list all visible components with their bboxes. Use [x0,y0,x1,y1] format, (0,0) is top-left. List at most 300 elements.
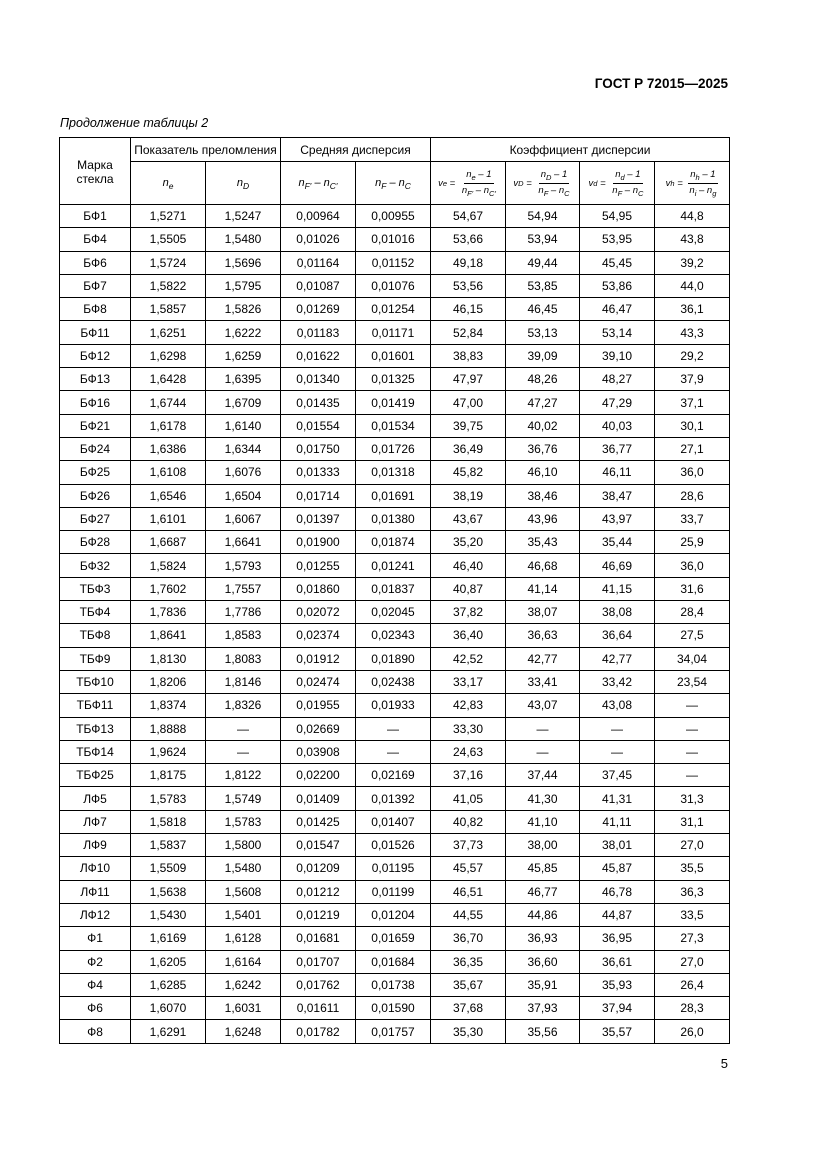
cell-n-d: 1,7786 [206,601,281,624]
cell-nf-nc: 0,01757 [356,1020,431,1043]
cell-nf-prime-nc-prime: 0,01212 [281,880,356,903]
cell-n-d: 1,6076 [206,461,281,484]
cell-glass-mark: ЛФ9 [60,834,131,857]
cell-nf-nc: 0,01726 [356,437,431,460]
cell-nf-nc: 0,01890 [356,647,431,670]
cell-v-e: 45,57 [431,857,506,880]
header-formula-v-d-upper: v D = $\frac{n_D - 1}{n_F - n_C}$ [506,162,580,205]
cell-v-e: 36,49 [431,437,506,460]
cell-n-e: 1,6291 [131,1020,206,1043]
cell-nf-nc: 0,01204 [356,903,431,926]
cell-nf-nc: 0,01392 [356,787,431,810]
cell-v-e: 36,70 [431,927,506,950]
cell-nf-prime-nc-prime: 0,01219 [281,903,356,926]
cell-glass-mark: БФ21 [60,414,131,437]
cell-v-e: 35,30 [431,1020,506,1043]
cell-v-h: 43,3 [655,321,730,344]
table-row [60,461,730,484]
cell-nf-nc: 0,01199 [356,880,431,903]
cell-nf-nc: 0,01195 [356,857,431,880]
cell-nf-nc: 0,01684 [356,950,431,973]
cell-v-e: 37,16 [431,764,506,787]
cell-v-h: 36,1 [655,298,730,321]
table-row [60,298,730,321]
cell-nf-prime-nc-prime: 0,02072 [281,601,356,624]
cell-nf-nc: 0,02438 [356,670,431,693]
cell-nf-prime-nc-prime: 0,01714 [281,484,356,507]
table-row [60,414,730,437]
cell-v-d-upper: 37,44 [506,764,580,787]
glass-properties-table [59,137,730,1044]
cell-nf-nc: 0,01526 [356,834,431,857]
table-row [60,531,730,554]
cell-glass-mark: ТБФ9 [60,647,131,670]
cell-v-d-upper: 40,02 [506,414,580,437]
cell-glass-mark: БФ26 [60,484,131,507]
cell-nf-nc: 0,01933 [356,694,431,717]
cell-glass-mark: БФ11 [60,321,131,344]
table-row [60,228,730,251]
cell-v-e: 37,73 [431,834,506,857]
cell-glass-mark: БФ25 [60,461,131,484]
cell-n-d: 1,5480 [206,857,281,880]
cell-n-e: 1,6386 [131,437,206,460]
cell-v-e: 35,67 [431,973,506,996]
cell-v-d-upper: 44,86 [506,903,580,926]
cell-n-e: 1,7836 [131,601,206,624]
cell-glass-mark: БФ4 [60,228,131,251]
cell-glass-mark: ТБФ8 [60,624,131,647]
cell-v-e: 53,66 [431,228,506,251]
cell-v-h: 27,0 [655,834,730,857]
cell-glass-mark: БФ27 [60,507,131,530]
cell-n-e: 1,6428 [131,368,206,391]
cell-n-e: 1,6298 [131,344,206,367]
cell-v-d-upper: 43,07 [506,694,580,717]
cell-glass-mark: Ф2 [60,950,131,973]
cell-nf-prime-nc-prime: 0,01026 [281,228,356,251]
cell-v-h: 37,1 [655,391,730,414]
cell-v-d-upper: 46,77 [506,880,580,903]
cell-v-h: 36,0 [655,554,730,577]
table-row [60,484,730,507]
cell-n-d: 1,5826 [206,298,281,321]
cell-n-d: 1,6504 [206,484,281,507]
cell-n-e: 1,8374 [131,694,206,717]
cell-v-e: 33,17 [431,670,506,693]
cell-v-d-upper: 36,60 [506,950,580,973]
cell-v-d-lower: 43,08 [580,694,655,717]
header-formula-v-h: v h = $\frac{n_h - 1}{n_i - n_g}$ [655,162,730,205]
cell-v-d-upper: 38,46 [506,484,580,507]
cell-glass-mark: Ф4 [60,973,131,996]
cell-n-e: 1,5822 [131,274,206,297]
cell-n-e: 1,6108 [131,461,206,484]
cell-nf-nc: 0,00955 [356,205,431,228]
header-dispersion-coefficient: Коэффициент дисперсии [431,138,730,162]
cell-nf-prime-nc-prime: 0,01750 [281,437,356,460]
cell-n-d: 1,6164 [206,950,281,973]
cell-v-d-upper: 48,26 [506,368,580,391]
table-row [60,717,730,740]
cell-v-d-lower: 39,10 [580,344,655,367]
cell-n-d: 1,8583 [206,624,281,647]
cell-n-e: 1,8206 [131,670,206,693]
cell-nf-prime-nc-prime: 0,01762 [281,973,356,996]
cell-nf-prime-nc-prime: 0,03908 [281,740,356,763]
cell-v-e: 52,84 [431,321,506,344]
cell-v-d-lower: 36,64 [580,624,655,647]
cell-n-e: 1,5824 [131,554,206,577]
cell-n-e: 1,5837 [131,834,206,857]
table-row [60,997,730,1020]
cell-v-d-lower: 53,95 [580,228,655,251]
table-row [60,344,730,367]
cell-v-d-upper: 41,14 [506,577,580,600]
cell-nf-prime-nc-prime: 0,01209 [281,857,356,880]
cell-n-d: 1,5749 [206,787,281,810]
cell-nf-nc: 0,01590 [356,997,431,1020]
cell-v-d-lower: 47,29 [580,391,655,414]
cell-nf-prime-nc-prime: 0,01782 [281,1020,356,1043]
table-row [60,321,730,344]
cell-n-d: 1,6641 [206,531,281,554]
cell-v-d-upper: 38,07 [506,601,580,624]
cell-v-d-upper: 33,41 [506,670,580,693]
cell-v-d-upper: 35,91 [506,973,580,996]
cell-n-d: 1,7557 [206,577,281,600]
cell-nf-prime-nc-prime: 0,01397 [281,507,356,530]
cell-n-d: 1,5608 [206,880,281,903]
cell-v-d-upper: — [506,717,580,740]
cell-n-e: 1,8130 [131,647,206,670]
cell-nf-nc: 0,01601 [356,344,431,367]
cell-nf-nc: 0,01874 [356,531,431,554]
cell-nf-nc: 0,01016 [356,228,431,251]
cell-glass-mark: Ф1 [60,927,131,950]
cell-glass-mark: БФ1 [60,205,131,228]
cell-glass-mark: БФ28 [60,531,131,554]
cell-v-h: — [655,764,730,787]
cell-nf-prime-nc-prime: 0,01622 [281,344,356,367]
header-formula-v-e: v e = $\frac{n_e - 1}{n_{F'} - n_{C'}}$ [431,162,506,205]
cell-v-d-lower: — [580,740,655,763]
cell-v-d-lower: 46,47 [580,298,655,321]
cell-v-d-lower: 38,47 [580,484,655,507]
table-row [60,787,730,810]
cell-n-d: 1,6128 [206,927,281,950]
table-row [60,927,730,950]
table-row [60,577,730,600]
cell-glass-mark: БФ8 [60,298,131,321]
table-row [60,694,730,717]
cell-v-d-lower: 44,87 [580,903,655,926]
cell-nf-nc: 0,01380 [356,507,431,530]
cell-v-d-lower: 35,57 [580,1020,655,1043]
cell-v-e: 40,82 [431,810,506,833]
cell-v-d-lower: 37,94 [580,997,655,1020]
cell-glass-mark: БФ32 [60,554,131,577]
cell-v-h: 34,04 [655,647,730,670]
cell-v-e: 42,52 [431,647,506,670]
cell-glass-mark: БФ6 [60,251,131,274]
cell-nf-prime-nc-prime: 0,01425 [281,810,356,833]
cell-v-e: 46,15 [431,298,506,321]
cell-glass-mark: ЛФ12 [60,903,131,926]
header-n-d: $n_D$ [206,162,281,205]
cell-n-e: 1,9624 [131,740,206,763]
cell-nf-nc: — [356,717,431,740]
cell-nf-nc: 0,01152 [356,251,431,274]
cell-n-e: 1,5818 [131,810,206,833]
cell-n-d: 1,5401 [206,903,281,926]
cell-v-e: 35,20 [431,531,506,554]
cell-n-d: 1,6248 [206,1020,281,1043]
cell-v-h: 31,6 [655,577,730,600]
header-refraction-index: Показатель преломления [131,138,281,162]
cell-n-d: 1,6031 [206,997,281,1020]
cell-v-d-lower: 36,77 [580,437,655,460]
cell-v-d-lower: 36,95 [580,927,655,950]
cell-v-d-lower: 38,08 [580,601,655,624]
cell-v-d-upper: 47,27 [506,391,580,414]
cell-v-d-upper: — [506,740,580,763]
cell-n-d: 1,5800 [206,834,281,857]
cell-v-e: 47,00 [431,391,506,414]
cell-v-d-upper: 35,43 [506,531,580,554]
cell-n-e: 1,6178 [131,414,206,437]
cell-n-d: — [206,740,281,763]
cell-v-h: 30,1 [655,414,730,437]
cell-glass-mark: ТБФ4 [60,601,131,624]
cell-glass-mark: ЛФ7 [60,810,131,833]
cell-n-d: 1,5480 [206,228,281,251]
cell-n-d: 1,6067 [206,507,281,530]
cell-v-e: 36,40 [431,624,506,647]
cell-v-d-lower: 43,97 [580,507,655,530]
cell-n-e: 1,6687 [131,531,206,554]
cell-n-d: 1,5247 [206,205,281,228]
cell-nf-prime-nc-prime: 0,01860 [281,577,356,600]
cell-n-e: 1,8888 [131,717,206,740]
cell-glass-mark: Ф6 [60,997,131,1020]
cell-v-d-lower: 41,15 [580,577,655,600]
table-row [60,670,730,693]
cell-glass-mark: БФ16 [60,391,131,414]
document-standard-number: ГОСТ Р 72015—2025 [594,76,728,91]
cell-glass-mark: БФ13 [60,368,131,391]
cell-v-d-upper: 46,45 [506,298,580,321]
cell-v-d-upper: 38,00 [506,834,580,857]
table-row [60,274,730,297]
cell-glass-mark: ТБФ14 [60,740,131,763]
cell-v-d-lower: 46,69 [580,554,655,577]
cell-v-e: 46,40 [431,554,506,577]
cell-v-e: 49,18 [431,251,506,274]
cell-n-e: 1,6546 [131,484,206,507]
cell-v-d-lower: 46,11 [580,461,655,484]
cell-v-h: — [655,694,730,717]
cell-v-h: 27,0 [655,950,730,973]
table-body [60,205,730,1044]
cell-v-d-lower: 53,86 [580,274,655,297]
cell-v-h: — [655,740,730,763]
cell-v-d-upper: 36,63 [506,624,580,647]
cell-v-d-lower: 40,03 [580,414,655,437]
cell-glass-mark: БФ24 [60,437,131,460]
cell-v-d-lower: 54,95 [580,205,655,228]
cell-nf-nc: 0,02343 [356,624,431,647]
cell-nf-prime-nc-prime: 0,01087 [281,274,356,297]
cell-nf-nc: 0,01318 [356,461,431,484]
cell-n-e: 1,5638 [131,880,206,903]
cell-v-h: 28,4 [655,601,730,624]
cell-n-d: 1,6259 [206,344,281,367]
cell-glass-mark: ЛФ10 [60,857,131,880]
table-row [60,764,730,787]
cell-n-e: 1,6251 [131,321,206,344]
cell-nf-nc: 0,01691 [356,484,431,507]
cell-n-e: 1,7602 [131,577,206,600]
cell-nf-prime-nc-prime: 0,01333 [281,461,356,484]
cell-v-d-upper: 39,09 [506,344,580,367]
cell-v-d-lower: — [580,717,655,740]
cell-n-d: 1,6222 [206,321,281,344]
table-row [60,601,730,624]
cell-v-e: 24,63 [431,740,506,763]
cell-nf-prime-nc-prime: 0,01912 [281,647,356,670]
cell-glass-mark: ЛФ11 [60,880,131,903]
cell-v-e: 54,67 [431,205,506,228]
header-mean-dispersion: Средняя дисперсия [281,138,431,162]
cell-nf-prime-nc-prime: 0,01164 [281,251,356,274]
cell-v-e: 53,56 [431,274,506,297]
cell-v-e: 42,83 [431,694,506,717]
cell-nf-prime-nc-prime: 0,01435 [281,391,356,414]
cell-v-e: 45,82 [431,461,506,484]
cell-v-d-lower: 45,45 [580,251,655,274]
cell-v-d-upper: 41,30 [506,787,580,810]
cell-glass-mark: ТБФ10 [60,670,131,693]
table-row [60,1020,730,1043]
cell-nf-nc: 0,01325 [356,368,431,391]
cell-v-h: 33,5 [655,903,730,926]
table-row [60,251,730,274]
table-row [60,740,730,763]
cell-nf-prime-nc-prime: 0,01611 [281,997,356,1020]
cell-nf-prime-nc-prime: 0,01707 [281,950,356,973]
cell-v-h: 28,3 [655,997,730,1020]
header-nf-prime-minus-nc-prime: $n_{F'} - n_{C'}$ [281,162,356,205]
cell-v-h: 27,3 [655,927,730,950]
cell-v-e: 41,05 [431,787,506,810]
table-row [60,973,730,996]
cell-v-d-upper: 36,93 [506,927,580,950]
cell-v-h: 27,1 [655,437,730,460]
cell-nf-nc: 0,02169 [356,764,431,787]
cell-n-e: 1,6205 [131,950,206,973]
cell-v-e: 38,19 [431,484,506,507]
cell-n-d: 1,6709 [206,391,281,414]
cell-v-d-lower: 48,27 [580,368,655,391]
cell-v-h: 35,5 [655,857,730,880]
header-formula-v-d-lower: v d = $\frac{n_d - 1}{n_F - n_C}$ [580,162,655,205]
header-nf-minus-nc: $n_F - n_C$ [356,162,431,205]
cell-nf-prime-nc-prime: 0,02200 [281,764,356,787]
cell-v-d-upper: 53,85 [506,274,580,297]
cell-n-e: 1,8641 [131,624,206,647]
cell-nf-nc: 0,01419 [356,391,431,414]
cell-v-d-lower: 35,93 [580,973,655,996]
cell-v-d-lower: 35,44 [580,531,655,554]
cell-v-e: 33,30 [431,717,506,740]
cell-v-d-upper: 35,56 [506,1020,580,1043]
header-glass-mark: Марка стекла [60,138,131,205]
cell-n-e: 1,5509 [131,857,206,880]
cell-v-d-upper: 46,68 [506,554,580,577]
cell-v-e: 44,55 [431,903,506,926]
cell-v-h: — [655,717,730,740]
cell-v-d-lower: 41,11 [580,810,655,833]
cell-v-d-lower: 53,14 [580,321,655,344]
cell-v-e: 37,82 [431,601,506,624]
cell-v-e: 47,97 [431,368,506,391]
cell-v-e: 36,35 [431,950,506,973]
cell-nf-nc: 0,01254 [356,298,431,321]
cell-v-e: 40,87 [431,577,506,600]
cell-v-h: 25,9 [655,531,730,554]
cell-n-d: 1,8122 [206,764,281,787]
table-row [60,205,730,228]
cell-n-d: — [206,717,281,740]
cell-n-e: 1,5271 [131,205,206,228]
cell-n-d: 1,8083 [206,647,281,670]
table-row [60,880,730,903]
cell-n-e: 1,6070 [131,997,206,1020]
cell-nf-prime-nc-prime: 0,02474 [281,670,356,693]
cell-n-e: 1,6744 [131,391,206,414]
cell-v-e: 37,68 [431,997,506,1020]
cell-nf-prime-nc-prime: 0,01269 [281,298,356,321]
cell-v-d-upper: 45,85 [506,857,580,880]
cell-v-d-lower: 45,87 [580,857,655,880]
cell-nf-nc: 0,01738 [356,973,431,996]
cell-v-e: 38,83 [431,344,506,367]
cell-n-e: 1,5857 [131,298,206,321]
cell-v-e: 43,67 [431,507,506,530]
cell-nf-prime-nc-prime: 0,01681 [281,927,356,950]
cell-n-e: 1,5783 [131,787,206,810]
cell-nf-nc: 0,02045 [356,601,431,624]
header-n-e: $n_e$ [131,162,206,205]
cell-nf-prime-nc-prime: 0,01547 [281,834,356,857]
cell-n-e: 1,5505 [131,228,206,251]
cell-n-e: 1,6169 [131,927,206,950]
cell-v-h: 26,4 [655,973,730,996]
cell-v-d-upper: 41,10 [506,810,580,833]
cell-v-h: 28,6 [655,484,730,507]
cell-n-e: 1,8175 [131,764,206,787]
table-row [60,368,730,391]
table-row [60,647,730,670]
cell-n-d: 1,8146 [206,670,281,693]
cell-nf-nc: 0,01076 [356,274,431,297]
cell-v-d-lower: 38,01 [580,834,655,857]
cell-v-h: 36,0 [655,461,730,484]
table-row [60,950,730,973]
cell-v-d-lower: 36,61 [580,950,655,973]
cell-nf-prime-nc-prime: 0,00964 [281,205,356,228]
